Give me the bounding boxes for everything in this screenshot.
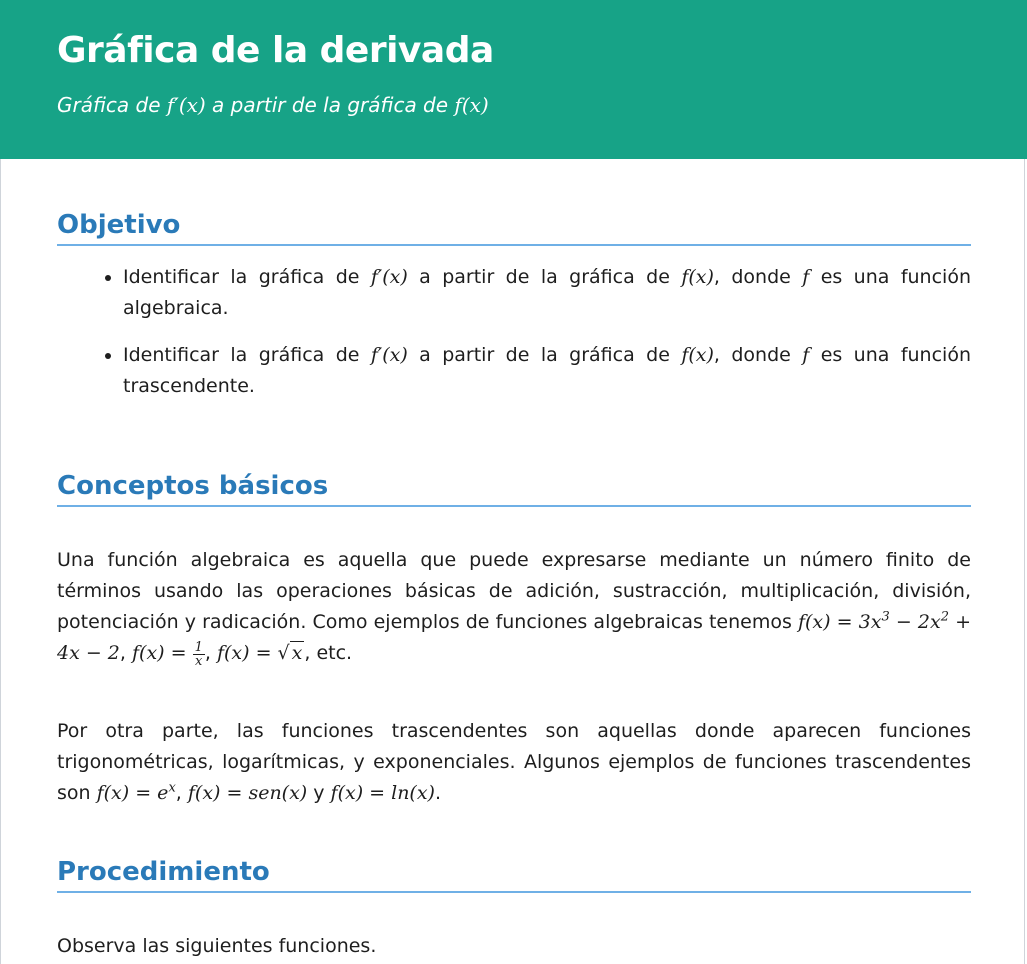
page-header bbox=[0, 0, 1027, 159]
objective-text: , donde bbox=[713, 266, 803, 288]
objective-text: a partir de la gráfica de bbox=[407, 344, 682, 366]
math-example-exp bbox=[97, 782, 176, 804]
concepts-paragraph-algebraic bbox=[57, 545, 971, 669]
separator: , bbox=[119, 642, 132, 664]
math-derivative: f′(x) bbox=[370, 344, 408, 366]
objective-item bbox=[123, 262, 971, 324]
paragraph-text: Una función algebraica es aquella que puede expresarse mediante un número finito de términos usando las operaciones básicas de adición, sustracción, multiplicación, división, potenciación y radicación. Como ejemplos de funciones algebraicas tenemos bbox=[57, 549, 971, 633]
math-exponent: 3 bbox=[881, 609, 890, 625]
separator: , bbox=[204, 642, 217, 664]
math-example-reciprocal bbox=[132, 639, 205, 669]
page-subtitle bbox=[57, 93, 489, 117]
procedure-intro: Observa las siguientes funciones. bbox=[57, 935, 377, 957]
paragraph-text: Por otra parte, las funciones trascendentes son aquellas donde aparecen funciones trigonométricas, logarítmicas, y exponenciales. Algunos ejemplos de funciones trascendentes son bbox=[57, 720, 971, 804]
math-exponent: 2 bbox=[940, 609, 949, 625]
objective-text: a partir de la gráfica de bbox=[407, 266, 682, 288]
objective-text: es una función algebraica. bbox=[123, 266, 971, 319]
objective-text: , donde bbox=[713, 344, 803, 366]
subtitle-text-2: a partir de la gráfica de bbox=[205, 93, 455, 117]
subtitle-math-function: f(x) bbox=[454, 93, 489, 117]
sqrt-expression bbox=[278, 638, 305, 669]
paragraph-text: y bbox=[307, 782, 331, 804]
fraction-numerator: 1 bbox=[194, 639, 203, 655]
math-part: + 4x − 2 bbox=[57, 611, 971, 664]
math-f: f bbox=[802, 266, 810, 288]
section-title-objective: Objetivo bbox=[57, 210, 971, 246]
section-title-concepts: Conceptos básicos bbox=[57, 471, 971, 507]
paragraph-text: . bbox=[434, 782, 442, 804]
separator: , bbox=[175, 782, 188, 804]
math-exponent: x bbox=[168, 780, 176, 796]
objective-item bbox=[123, 340, 971, 402]
objective-text: es una función trascendente. bbox=[123, 344, 971, 397]
math-part: − 2x bbox=[889, 611, 941, 633]
objective-text: Identificar la gráfica de bbox=[123, 266, 371, 288]
objective-text: Identificar la gráfica de bbox=[123, 344, 371, 366]
math-example-sqrt bbox=[217, 642, 304, 664]
subtitle-text-1: Gráfica de bbox=[57, 93, 167, 117]
math-part: f(x) = bbox=[216, 642, 278, 664]
math-f: f bbox=[802, 344, 810, 366]
fraction-denominator: x bbox=[195, 653, 203, 669]
paragraph-text: , etc. bbox=[304, 642, 353, 664]
math-function: f(x) bbox=[681, 266, 714, 288]
section-title-procedure: Procedimiento bbox=[57, 857, 971, 893]
math-part: f(x) = e bbox=[96, 782, 169, 804]
sqrt-symbol: √ bbox=[277, 642, 290, 664]
concepts-paragraph-transcendental bbox=[57, 716, 971, 809]
page-title: Gráfica de la derivada bbox=[57, 30, 494, 71]
math-part: f(x) = bbox=[132, 642, 193, 664]
math-example-ln: f(x) = ln(x) bbox=[330, 782, 435, 804]
objectives-list bbox=[57, 262, 971, 418]
sqrt-radicand: x bbox=[291, 642, 303, 664]
math-example-sin: f(x) = sen(x) bbox=[187, 782, 308, 804]
subtitle-math-derivative: f′(x) bbox=[166, 93, 206, 117]
math-function: f(x) bbox=[681, 344, 714, 366]
math-part: f(x) = 3x bbox=[797, 611, 882, 633]
fraction bbox=[193, 641, 205, 668]
math-derivative: f′(x) bbox=[370, 266, 408, 288]
